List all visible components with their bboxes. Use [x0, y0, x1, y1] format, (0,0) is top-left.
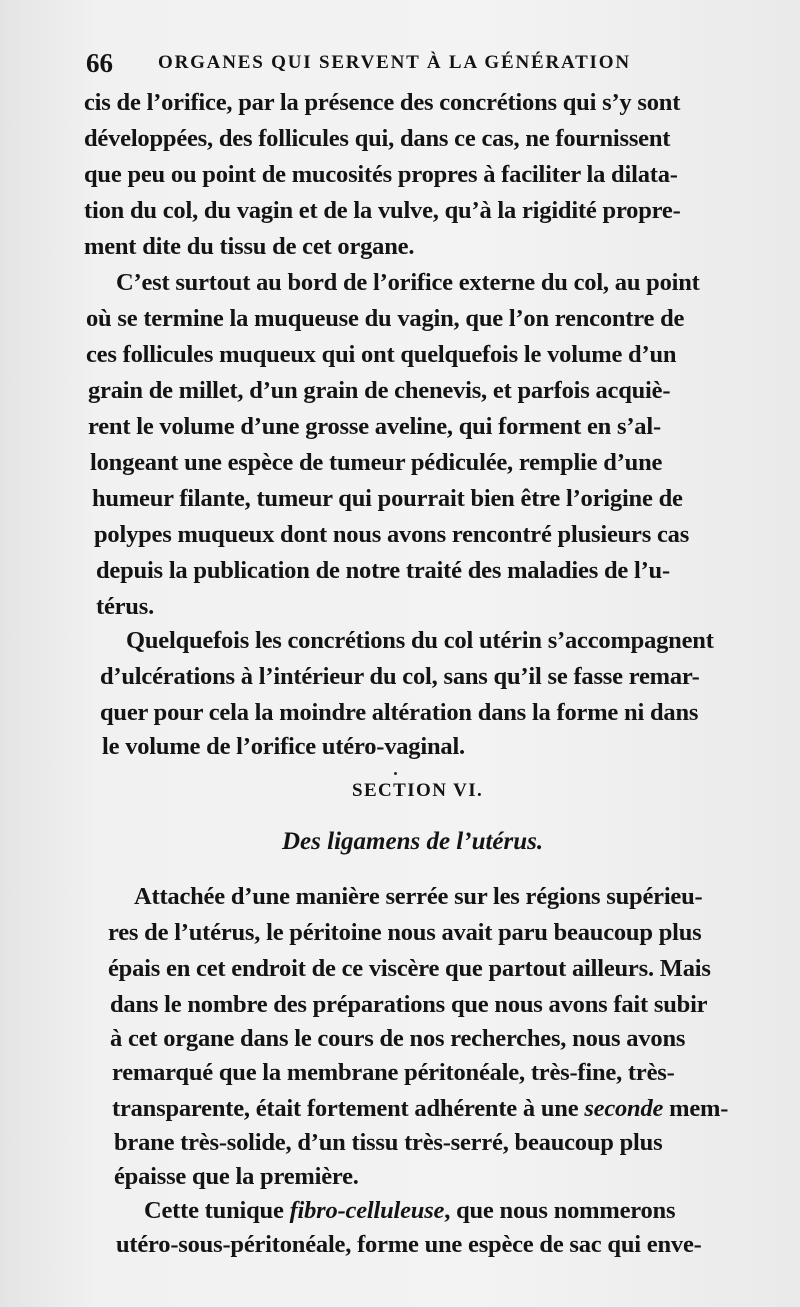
text-line: quer pour cela la moindre altération dans la forme ni dans — [100, 699, 699, 726]
italic-word: fibro-celluleuse — [289, 1197, 445, 1224]
section-heading: SECTION VI. — [352, 780, 484, 801]
page-header — [86, 48, 646, 78]
text-line: remarqué que la membrane péritonéale, très-fine, très- — [112, 1059, 675, 1086]
text-line: que peu ou point de mucosités propres à faciliter la dilata- — [84, 161, 678, 188]
text-span: Cette tunique — [144, 1197, 290, 1224]
text-line: rent le volume d’une grosse aveline, qui forment en s’al- — [88, 413, 661, 440]
text-line: C’est surtout au bord de l’orifice externe du col, au point — [116, 269, 700, 296]
text-line: Attachée d’une manière serrée sur les régions supérieu- — [134, 883, 703, 910]
text-line: d’ulcérations à l’intérieur du col, sans qu’il se fasse remar- — [100, 663, 700, 690]
text-line: cis de l’orifice, par la présence des concrétions qui s’y sont — [84, 89, 681, 116]
text-line: térus. — [96, 593, 154, 620]
text-line: tion du col, du vagin et de la vulve, qu’à la rigidité propre- — [84, 197, 681, 224]
text-line: longeant une espèce de tumeur pédiculée, remplie d’une — [90, 449, 663, 476]
text-span: , que nous nommerons — [444, 1197, 676, 1224]
text-line: res de l’utérus, le péritoine nous avait paru beaucoup plus — [108, 919, 702, 946]
running-head: ORGANES QUI SERVENT À LA GÉNÉRATION — [158, 52, 631, 73]
text-span: transparente, était fortement adhérente à une — [112, 1095, 585, 1122]
text-line: épaisse que la première. — [114, 1163, 359, 1190]
text-line: grain de millet, d’un grain de chenevis, et parfois acquiè- — [88, 377, 671, 404]
text-line: ces follicules muqueux qui ont quelquefois le volume d’un — [86, 341, 677, 368]
text-line — [144, 1196, 675, 1226]
page-number: 66 — [86, 48, 113, 78]
text-line: humeur filante, tumeur qui pourrait bien être l’origine de — [92, 485, 683, 512]
text-line: dans le nombre des préparations que nous avons fait subir — [110, 991, 708, 1018]
text-line: développées, des follicules qui, dans ce cas, ne fournissent — [84, 125, 671, 152]
text-line: où se termine la muqueuse du vagin, que l’on rencontre de — [86, 305, 685, 332]
text-line: depuis la publication de notre traité des maladies de l’u- — [96, 557, 670, 584]
text-line: ment dite du tissu de cet organe. — [84, 233, 415, 260]
text-line: polypes muqueux dont nous avons rencontré plusieurs cas — [94, 521, 690, 548]
text-line: Quelquefois les concrétions du col utérin s’accompagnent — [126, 627, 714, 654]
text-span: mem- — [663, 1095, 729, 1122]
italic-word: seconde — [584, 1095, 664, 1122]
print-speck — [394, 772, 397, 775]
text-line: épais en cet endroit de ce viscère que partout ailleurs. Mais — [108, 955, 711, 982]
text-line: à cet organe dans le cours de nos recherches, nous avons — [110, 1025, 686, 1052]
section-title: Des ligamens de l’utérus. — [282, 828, 544, 855]
text-line: le volume de l’orifice utéro-vaginal. — [102, 733, 465, 760]
text-line — [112, 1094, 728, 1124]
text-line: utéro-sous-péritonéale, forme une espèce de sac qui enve- — [116, 1231, 702, 1258]
text-line: brane très-solide, d’un tissu très-serré, beaucoup plus — [114, 1129, 663, 1156]
